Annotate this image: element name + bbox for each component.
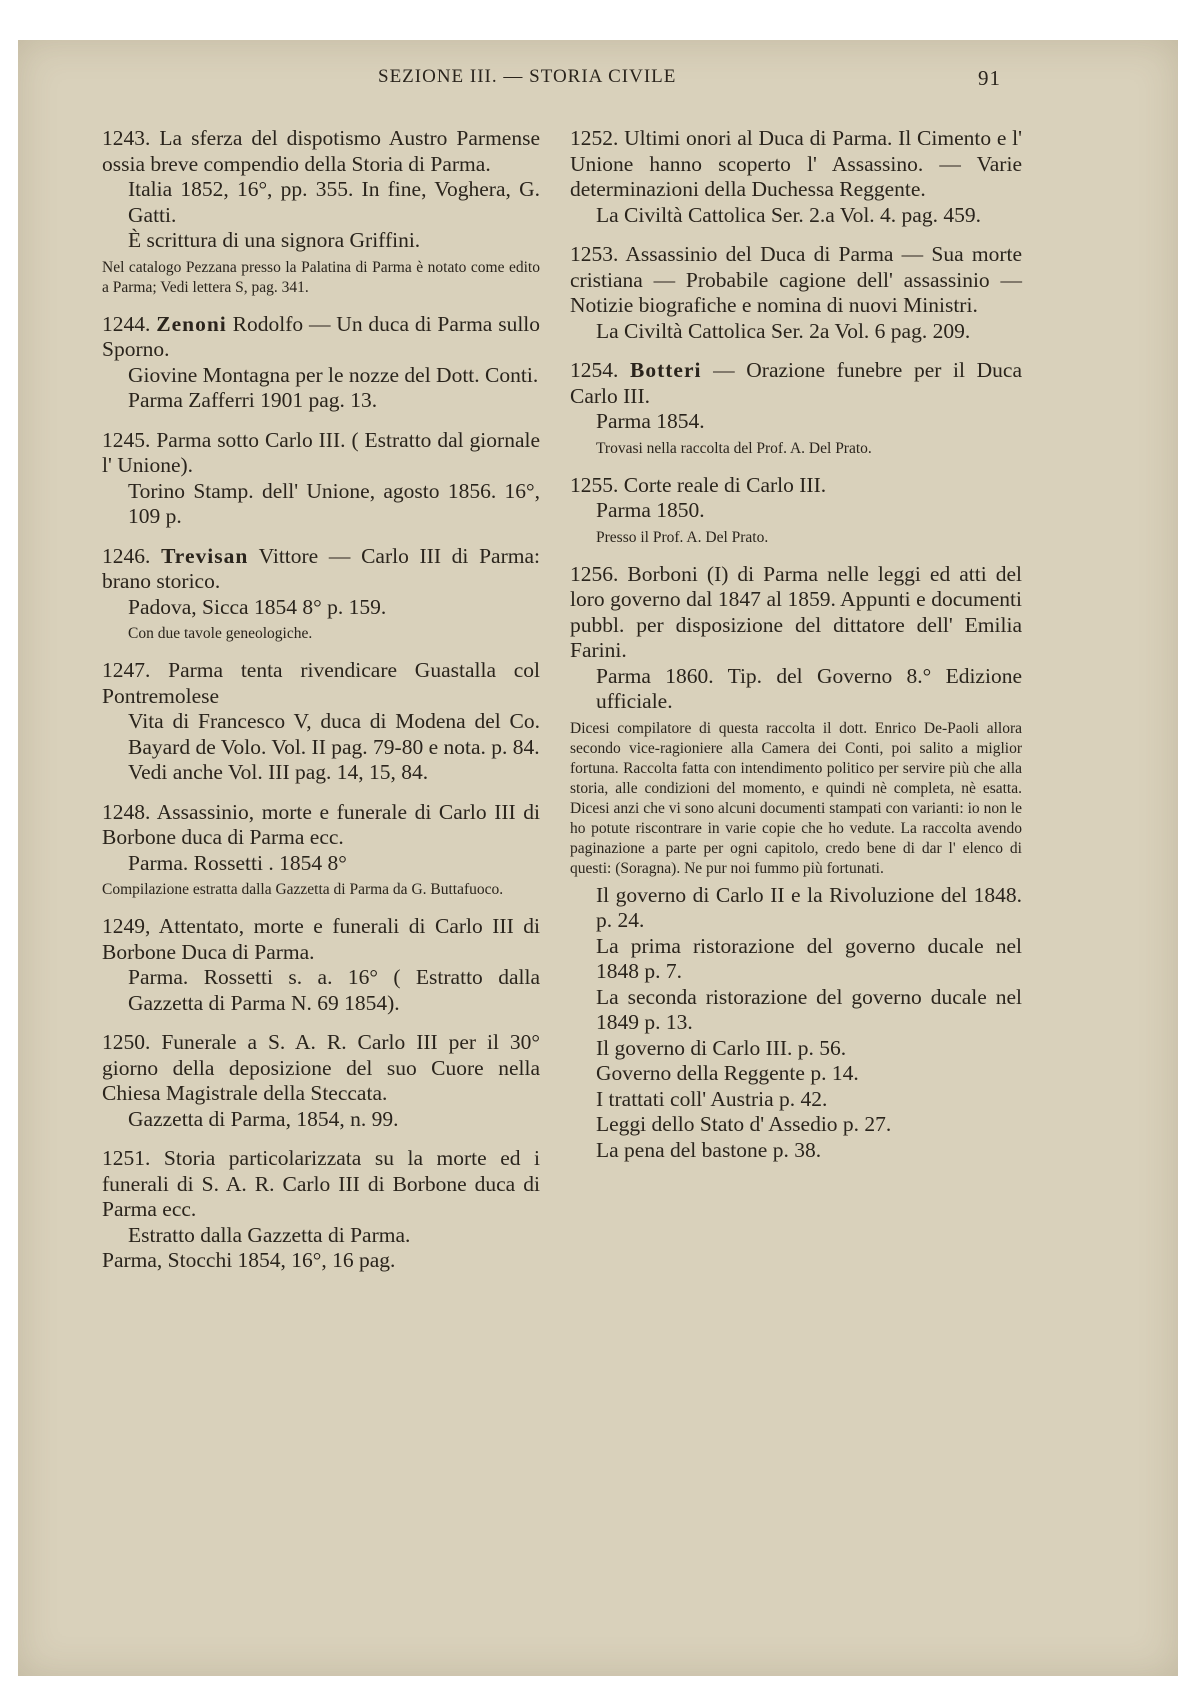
page-number: 91 <box>978 66 1001 90</box>
entry-publication: Vedi anche Vol. III pag. 14, 15, 84. <box>128 760 429 784</box>
entry-1244 <box>102 312 540 414</box>
entry-author: Zenoni <box>156 311 227 336</box>
entry-remark: È scrittura di una signora Griffini. <box>128 228 421 252</box>
entry-publication: Parma 1854. <box>596 409 705 433</box>
entry-number: 1252. <box>570 126 619 150</box>
entry-publication: Parma Zafferri 1901 pag. 13. <box>128 388 378 412</box>
entry-number: 1250. <box>102 1030 151 1054</box>
entry-1253 <box>570 242 1022 344</box>
entry-publication: Parma 1860. Tip. del Governo 8.° Edizione ufficiale. <box>596 663 1022 713</box>
entry-title: Ultimi onori al Duca di Parma. Il Cimento e l' Unione hanno scoperto l' Assassino. — Varie determinazioni della Duchessa Reggente. <box>570 126 1022 201</box>
entry-publication: Gazzetta di Parma, 1854, n. 99. <box>128 1106 399 1131</box>
entry-author: Trevisan <box>161 543 249 568</box>
entry-number: 1255. <box>570 472 619 497</box>
entry-1249 <box>102 914 540 1016</box>
entry-note: Con due tavole geneologiche. <box>128 625 313 642</box>
entry-remark: Giovine Montagna per le nozze del Dott. Conti. <box>128 362 539 387</box>
entry-publication: Parma, Stocchi 1854, 16°, 16 pag. <box>102 1248 396 1272</box>
entry-publication: Torino Stamp. dell' Unione, agosto 1856. 16°, 109 p. <box>128 478 540 528</box>
entry-publication: Parma. Rossetti . 1854 8° <box>128 850 347 875</box>
entry-number: 1245. <box>102 427 151 452</box>
entry-1245 <box>102 428 540 530</box>
entry-remark: Estratto dalla Gazzetta di Parma. <box>128 1222 411 1247</box>
entry-1248 <box>102 800 540 901</box>
entry-author: Botteri <box>630 358 702 382</box>
entry-title: — Orazione funebre per il Duca Carlo III. <box>570 358 1022 408</box>
entry-note: Presso il Prof. A. Del Prato. <box>596 528 769 546</box>
entry-note: Compilazione estratta dalla Gazzetta di Parma da G. Buttafuoco. <box>102 881 504 898</box>
entry-title: Storia particolarizzata su la morte ed i funerali di S. A. R. Carlo III di Borbone duca di Parma ecc. <box>102 1146 541 1221</box>
entry-note: Trovasi nella raccolta del Prof. A. Del Prato. <box>596 439 872 457</box>
entry-1256 <box>570 562 1022 1164</box>
chapter-item: Leggi dello Stato d' Assedio p. 27. <box>596 1112 892 1136</box>
entry-number: 1256. <box>570 561 619 586</box>
entry-publication: Italia 1852, 16°, pp. 355. In fine, Voghera, G. Gatti. <box>128 177 540 227</box>
chapter-item: I trattati coll' Austria p. 42. <box>596 1086 828 1111</box>
entry-title: Corte reale di Carlo III. <box>623 472 827 497</box>
entry-title: Assassinio, morte e funerale di Carlo III di Borbone duca di Parma ecc. <box>102 799 540 849</box>
entry-publication: Parma. Rossetti s. a. 16° ( Estratto dalla Gazzetta di Parma N. 69 1854). <box>128 965 540 1015</box>
entry-1254 <box>570 358 1022 459</box>
entry-publication: La Civiltà Cattolica Ser. 2.a Vol. 4. pag. 459. <box>596 202 981 227</box>
entry-title: Parma sotto Carlo III. ( Estratto dal giornale l' Unione). <box>102 427 541 477</box>
chapter-item: Il governo di Carlo III. p. 56. <box>596 1035 847 1060</box>
section-title: SEZIONE III. — STORIA CIVILE <box>378 66 677 87</box>
entry-title: Funerale a S. A. R. Carlo III per il 30° giorno della deposizione del suo Cuore nella Chiesa Magistrale della Steccata. <box>102 1030 540 1105</box>
chapter-item: La seconda ristorazione del governo ducale nel 1849 p. 13. <box>596 984 1022 1034</box>
entry-note: Nel catalogo Pezzana presso la Palatina di Parma è notato come edito a Parma; Vedi lettera S, pag. 341. <box>102 258 540 296</box>
entry-number: 1253. <box>570 242 619 266</box>
right-column <box>570 126 1022 1177</box>
chapter-item: La pena del bastone p. 38. <box>596 1137 822 1162</box>
entry-title: Attentato, morte e funerali di Carlo III di Borbone Duca di Parma. <box>102 914 540 964</box>
entry-title: Parma tenta rivendicare Guastalla col Pontremolese <box>102 658 541 708</box>
entry-title: La sferza del dispotismo Austro Parmense ossia breve compendio della Storia di Parma. <box>102 126 541 176</box>
entry-number: 1248. <box>102 799 151 824</box>
entry-title: Assassinio del Duca di Parma — Sua morte cristiana — Probabile cagione dell' assassinio — Notizie biografiche e nomina di nuovi Ministri. <box>570 242 1022 317</box>
entry-number: 1251. <box>102 1146 151 1170</box>
entry-number: 1247. <box>102 658 151 682</box>
entry-number: 1249, <box>102 914 151 938</box>
entry-1243 <box>102 126 540 298</box>
entry-note: Dicesi compilatore di questa raccolta il dott. Enrico De-Paoli allora secondo vice-ragioniere alla Camera dei Conti, poi salito a miglior fortuna. Raccolta fatta con intendimento politico per servire più che alla storia, alle condizioni del momento, e quindi nè completa, nè esatta. Dicesi anzi che vi sono alcuni documenti stampati con varianti: io non le ho potute riscontrare in varie copie che ho vedute. La raccolta avendo paginazione a parte per ogni capitolo, credo bene di dar l' elenco di questi: (Soragna). Ne pur noi fummo più fortunati. <box>570 719 1022 877</box>
entry-1247 <box>102 658 540 786</box>
chapter-item: Governo della Reggente p. 14. <box>596 1061 859 1085</box>
chapter-item: Il governo di Carlo II e la Rivoluzione del 1848. p. 24. <box>596 882 1022 932</box>
entry-1250 <box>102 1030 540 1132</box>
entry-1251 <box>102 1146 540 1274</box>
entry-publication: La Civiltà Cattolica Ser. 2a Vol. 6 pag. 209. <box>596 318 971 343</box>
entry-publication: Parma 1850. <box>596 498 705 522</box>
entry-publication: Padova, Sicca 1854 8° p. 159. <box>128 594 387 619</box>
entry-number: 1244. <box>102 311 151 336</box>
entry-title: Borboni (I) di Parma nelle leggi ed atti del loro governo dal 1847 al 1859. Appunti e documenti pubbl. per disposizione del dittatore dell' Emilia Farini. <box>570 561 1022 662</box>
chapter-list <box>570 883 1022 1164</box>
entry-number: 1254. <box>570 358 619 382</box>
entry-title: Vittore — Carlo III di Parma: brano storico. <box>102 543 540 593</box>
chapter-item: La prima ristorazione del governo ducale nel 1848 p. 7. <box>596 933 1022 983</box>
entry-1246 <box>102 544 540 645</box>
entry-1252 <box>570 126 1022 228</box>
entry-title: Rodolfo — Un duca di Parma sullo Sporno. <box>102 311 541 361</box>
entry-remark: Vita di Francesco V, duca di Modena del Co. Bayard de Volo. Vol. II pag. 79-80 e nota. p. 84. <box>128 709 540 759</box>
entry-number: 1243. <box>102 126 151 150</box>
left-column <box>102 126 540 1288</box>
entry-number: 1246. <box>102 543 151 568</box>
entry-1255 <box>570 473 1022 548</box>
